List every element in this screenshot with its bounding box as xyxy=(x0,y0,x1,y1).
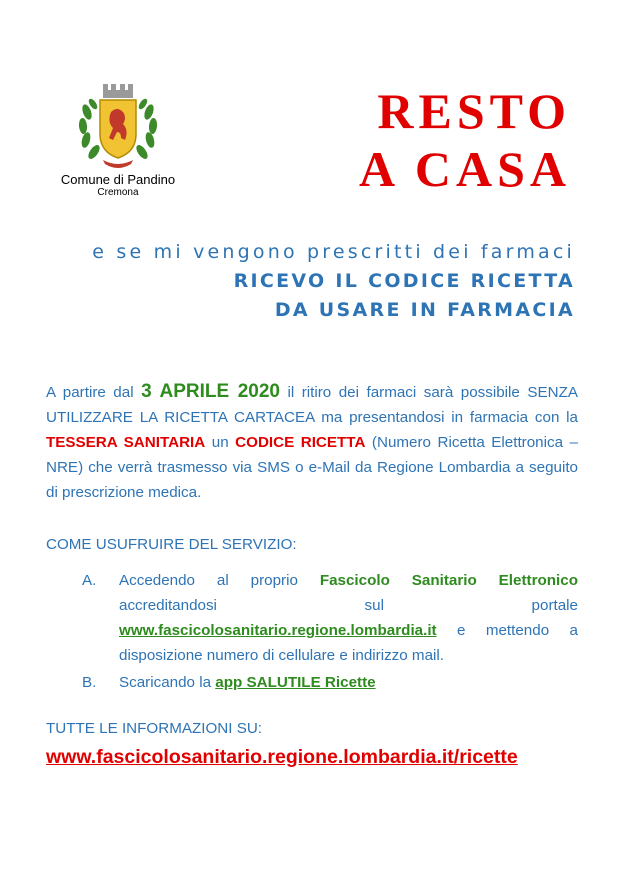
portal-link[interactable]: www.fascicolosanitario.regione.lombardia.it xyxy=(119,622,437,639)
subtitle-line-1: e se mi vengono prescritti dei farmaci xyxy=(92,241,575,263)
intro-text-2: il ritiro dei farmaci sarà possibile SENZA UTILIZZARE LA RICETTA CARTACEA ma presentandosi in farmacia con la xyxy=(46,384,578,426)
howto-list xyxy=(82,568,578,695)
info-label: TUTTE LE INFORMAZIONI SU: xyxy=(46,720,263,737)
province-name: Cremona xyxy=(97,187,139,198)
list-marker-a: A. xyxy=(82,572,97,589)
a-text-2: accreditandosi sul portale xyxy=(119,597,578,614)
start-date: 3 APRILE 2020 xyxy=(141,381,280,402)
info-url-link[interactable]: www.fascicolosanitario.regione.lombardia.it/ricette xyxy=(46,746,518,768)
subtitle-line-2: RICEVO IL CODICE RICETTA xyxy=(233,270,575,292)
headline xyxy=(359,82,571,198)
list-item xyxy=(82,568,578,668)
headline-line-2: A CASA xyxy=(359,141,571,197)
coat-of-arms-icon xyxy=(73,82,163,170)
subtitle-line-3: DA USARE IN FARMACIA xyxy=(274,299,575,321)
intro-text-3: un xyxy=(205,434,236,451)
codice-ricetta: CODICE RICETTA xyxy=(235,434,366,451)
intro-paragraph xyxy=(46,379,578,505)
list-item xyxy=(82,670,578,695)
subtitle xyxy=(92,238,575,325)
howto-title: COME USUFRUIRE DEL SERVIZIO: xyxy=(46,536,297,553)
list-marker-b: B. xyxy=(82,674,97,691)
app-link[interactable]: app SALUTILE Ricette xyxy=(215,674,376,691)
municipality-name: Comune di Pandino xyxy=(60,172,176,187)
municipality-logo xyxy=(48,82,188,198)
list-item-b-text xyxy=(119,670,578,695)
list-item-a-text xyxy=(119,568,578,668)
tessera-sanitaria: TESSERA SANITARIA xyxy=(46,434,206,451)
headline-line-1: RESTO xyxy=(377,83,571,139)
fascicolo-label: Fascicolo Sanitario Elettronico xyxy=(319,572,578,589)
intro-text-4: (Numero Ricetta Elettronica – NRE) che verrà trasmesso via SMS o e-Mail da Regione Lombardia a seguito di prescrizione medica. xyxy=(46,434,578,501)
intro-text-1: A partire dal xyxy=(46,384,142,401)
a-text-1: Accedendo al proprio xyxy=(119,572,320,589)
a-text-3: e mettendo a disposizione numero di cellulare e indirizzo mail. xyxy=(119,622,578,664)
b-text-1: Scaricando la xyxy=(119,674,216,691)
